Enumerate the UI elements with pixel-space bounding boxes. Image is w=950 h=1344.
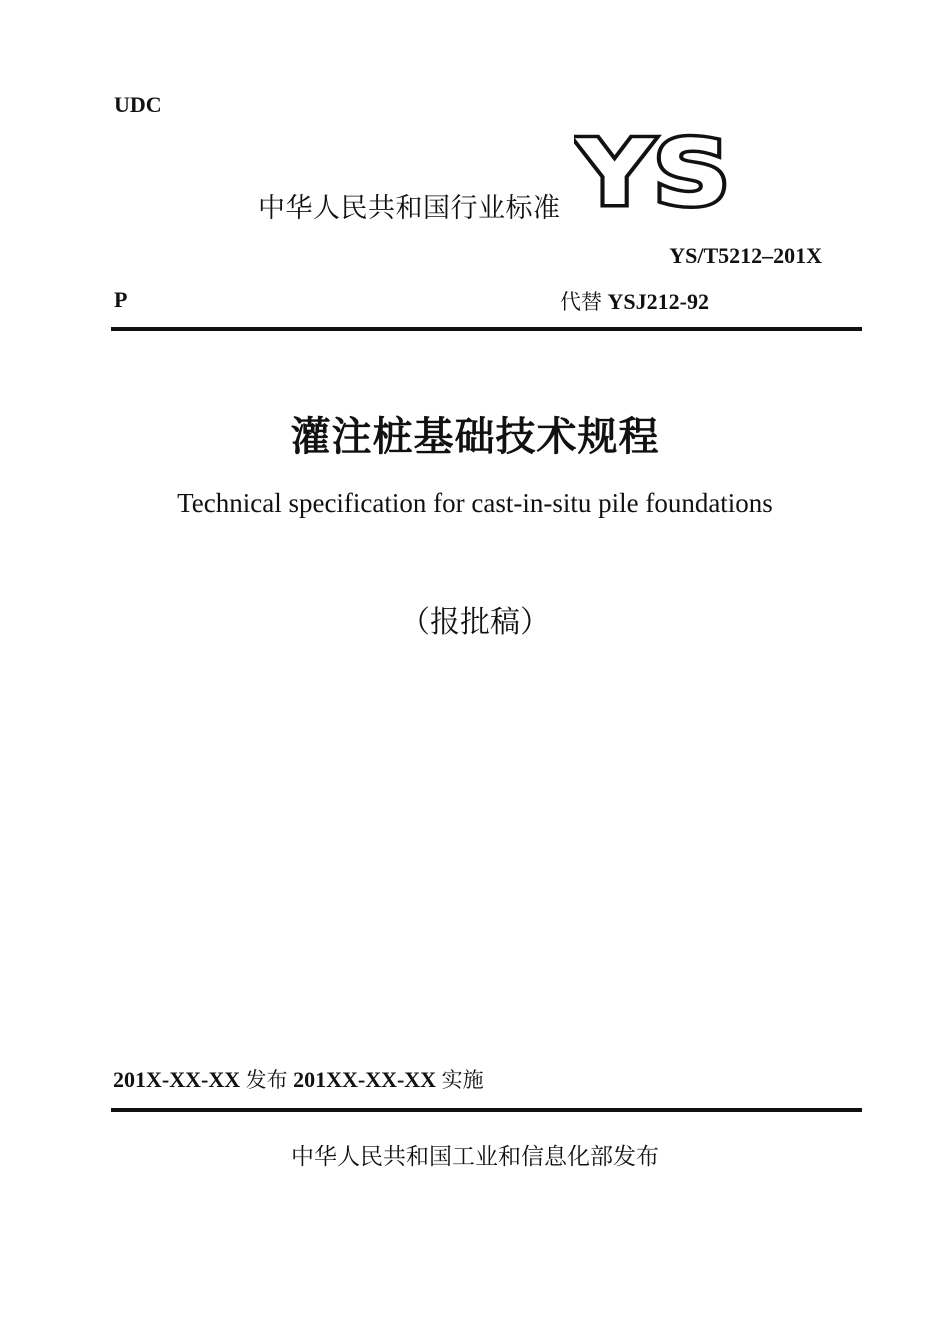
svg-text:YS: YS <box>574 130 730 214</box>
publish-date: 201X-XX-XX <box>113 1067 241 1092</box>
ys-logo <box>574 130 734 214</box>
bottom-divider <box>111 1108 862 1112</box>
replaces-label: 代替 <box>560 290 602 314</box>
classification-code: P <box>114 287 128 312</box>
standard-type-cn: 中华人民共和国行业标准 <box>258 193 561 224</box>
draft-status: （报批稿） <box>400 605 550 640</box>
standard-number: YS/T5212–201X <box>669 243 822 268</box>
publish-label: 发布 <box>245 1068 288 1092</box>
dates-line <box>113 1064 484 1094</box>
replaces-line <box>560 286 709 316</box>
publisher: 中华人民共和国工业和信息化部发布 <box>291 1144 659 1170</box>
implement-date: 201XX-XX-XX <box>293 1067 437 1092</box>
replaces-number: YSJ212-92 <box>607 289 709 314</box>
title-en: Technical specification for cast-in-situ pile foundations <box>177 488 773 518</box>
udc-label: UDC <box>114 92 162 117</box>
title-cn: 灌注桩基础技术规程 <box>290 414 660 460</box>
top-divider <box>111 327 862 331</box>
implement-label: 实施 <box>441 1068 484 1092</box>
